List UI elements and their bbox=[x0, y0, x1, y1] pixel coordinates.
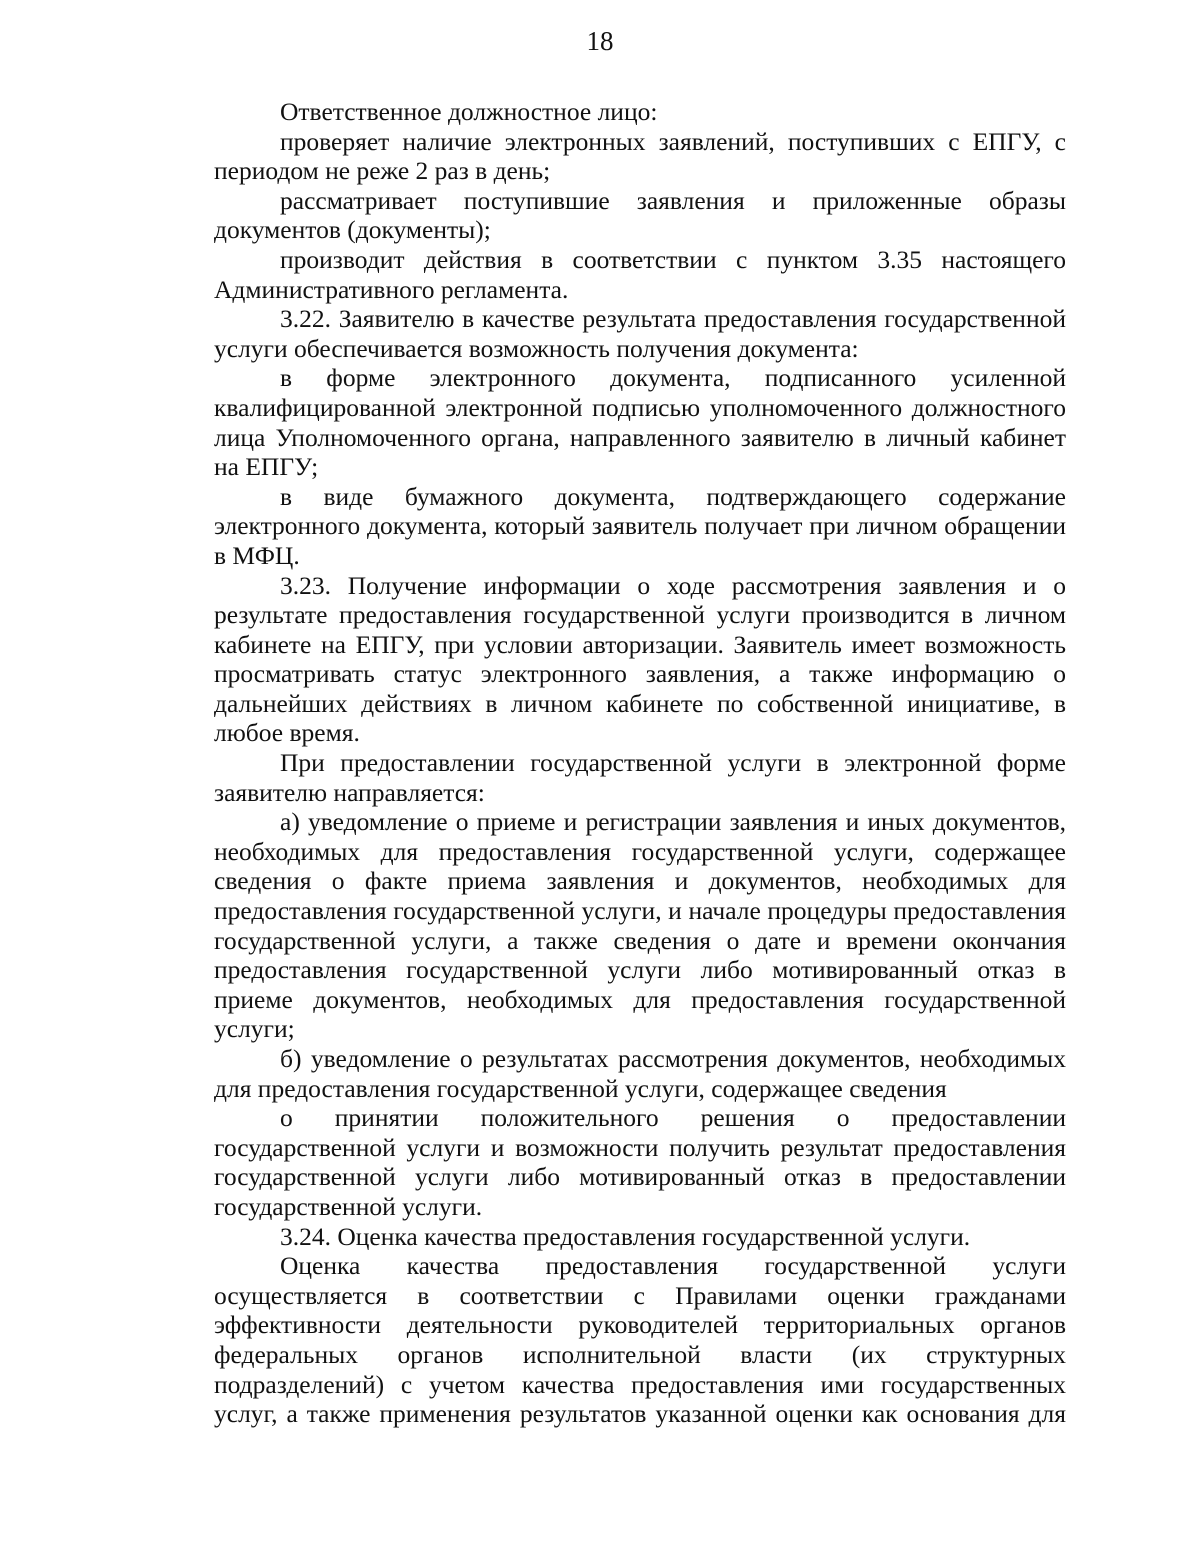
paragraph-electronic-document: в форме электронного документа, подписанного усиленной квалифицированной электронной подписью уполномоченного должностного лица Уполномоченного органа, направленного заявителю в личный кабинет на ЕПГУ; bbox=[214, 363, 1066, 482]
paragraph-paper-document: в виде бумажного документа, подтверждающего содержание электронного документа, который заявитель получает при личном обращении в МФЦ. bbox=[214, 481, 1066, 570]
paragraph-performs-actions: производит действия в соответствии с пунктом 3.35 настоящего Административного регламента. bbox=[214, 244, 1066, 304]
paragraph-3-24: 3.24. Оценка качества предоставления государственной услуги. bbox=[280, 1221, 971, 1251]
paragraph-positive-decision: о принятии положительного решения о предоставлении государственной услуги и возможности получить результат предоставления государственной услуги либо мотивированный отказ в предоставлении государственной услуги. bbox=[214, 1103, 1066, 1221]
paragraph-electronic-form: При предоставлении государственной услуги в электронной форме заявителю направляется: bbox=[214, 748, 1066, 807]
paragraph-notice-b: б) уведомление о результатах рассмотрения документов, необходимых для предоставления государственной услуги, содержащее сведения bbox=[214, 1044, 1066, 1103]
paragraph-3-22: 3.22. Заявителю в качестве результата предоставления государственной услуги обеспечивается возможность получения документа: bbox=[214, 304, 1066, 363]
paragraph-3-23: 3.23. Получение информации о ходе рассмотрения заявления и о результате предоставления государственной услуги производится в личном кабинете на ЕПГУ, при условии авторизации. Заявитель имеет возможность просматривать статус электронного заявления, а также информацию о дальнейших действиях в личном кабинете по собственной инициативе, в любое время. bbox=[214, 570, 1066, 748]
paragraph-responsible-official: Ответственное должностное лицо: bbox=[280, 97, 658, 126]
paragraph-reviews-applications: рассматривает поступившие заявления и приложенные образы документов (документы); bbox=[214, 185, 1066, 245]
page-number: 18 bbox=[586, 26, 614, 56]
paragraph-quality-assessment: Оценка качества предоставления государственной услуги осуществляется в соответствии с Правилами оценки гражданами эффективности деятельности руководителей территориальных органов федеральных органов исполнительной власти (их структурных подразделений) с учетом качества предоставления ими государственных услуг, а также применения результатов указанной оценки как основания для bbox=[214, 1251, 1066, 1429]
paragraph-checks-applications: проверяет наличие электронных заявлений, поступивших с ЕПГУ, с периодом не реже 2 раз в день; bbox=[214, 126, 1066, 186]
document-body bbox=[214, 97, 1066, 1429]
paragraph-notice-a: а) уведомление о приеме и регистрации заявления и иных документов, необходимых для предоставления государственной услуги, содержащее сведения о факте приема заявления и документов, необходимых для предоставления государственной услуги, и начале процедуры предоставления государственной услуги, а также сведения о дате и времени окончания предоставления государственной услуги либо мотивированный отказ в приеме документов, необходимых для предоставления государственной услуги; bbox=[214, 807, 1066, 1044]
